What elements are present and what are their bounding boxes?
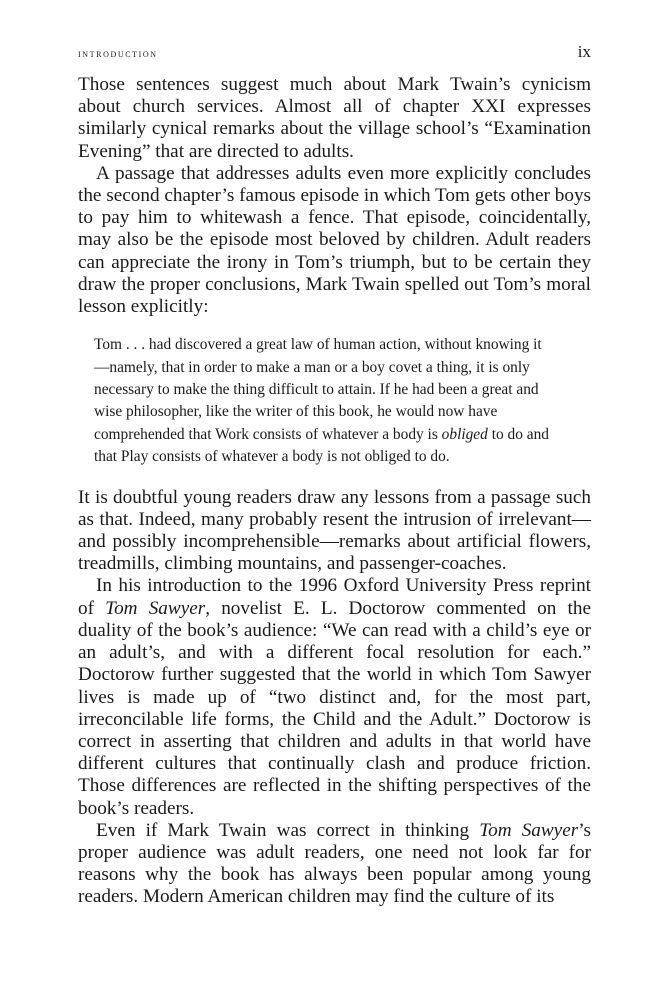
- book-title: Tom Sawyer: [105, 597, 206, 619]
- chapter-title: introduction: [78, 48, 158, 60]
- paragraph-5: Even if Mark Twain was correct in thinking Tom Sawyer’s proper audience was adult readers, one need not look far for reasons why the book has always been popular among young readers. Modern American children may find the culture of its: [78, 819, 591, 908]
- body-text: [78, 74, 591, 909]
- paragraph-4: In his introduction to the 1996 Oxford University Press reprint of Tom Sawyer, novelist E. L. Doctorow commented on the duality of the book’s audience: “We can read with a child’s eye or an adult’s, and with a different focal resolution for each.” Doctorow further suggested that the world in which Tom Sawyer lives is made up of “two distinct and, for the most part, irreconcilable life forms, the Child and the Adult.” Doctorow is correct in asserting that children and adults in that world have different cultures that continually clash and produce friction. Those differences are reflected in the shifting perspectives of the book’s readers.: [78, 575, 591, 819]
- book-title: Tom Sawyer: [479, 819, 579, 841]
- paragraph-2: A passage that addresses adults even more explicitly concludes the second chapter’s famous episode in which Tom gets other boys to pay him to whitewash a fence. That episode, coincidentally, may also be the episode most beloved by children. Adult readers can appreciate the irony in Tom’s triumph, but to be certain they draw the proper conclusions, Mark Twain spelled out Tom’s moral lesson explicitly:: [78, 162, 591, 318]
- block-quote-text: Tom . . . had discovered a great law of human action, without knowing it—namely, that in order to make a man or a boy covet a thing, it is only necessary to make the thing difficult to attain. If he had been a great and wise philosopher, like the writer of this book, he would now have comprehended that Work consists of whatever a body is obliged to do and that Play consists of whatever a body is not obliged to do.: [94, 336, 549, 466]
- emphasis-obliged: obliged: [441, 425, 488, 443]
- paragraph-3: It is doubtful young readers draw any lessons from a passage such as that. Indeed, many probably resent the intrusion of irrelevant—and possibly incomprehensible—remarks about artificial flowers, treadmills, climbing mountains, and passenger-coaches.: [78, 486, 591, 575]
- block-quote: [94, 334, 554, 468]
- page-number: ix: [577, 42, 591, 61]
- running-head: [78, 42, 591, 62]
- paragraph-1: Those sentences suggest much about Mark Twain’s cynicism about church services. Almost all of chapter XXI expresses similarly cynical remarks about the village school’s “Examination Evening” that are directed to adults.: [78, 74, 591, 162]
